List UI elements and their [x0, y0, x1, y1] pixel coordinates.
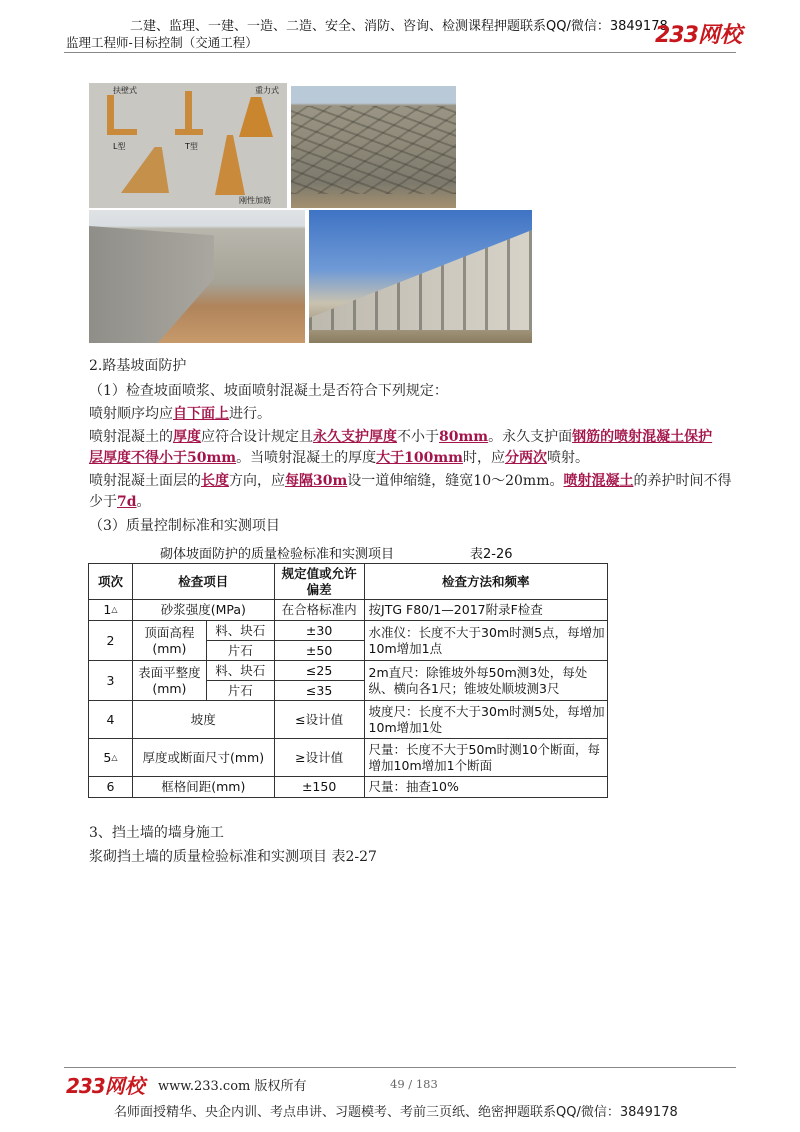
row-item: 坡度 — [132, 701, 274, 739]
row-value: ±30 — [274, 621, 364, 641]
logo-number: 233 — [66, 1074, 105, 1098]
section-3-heading: 3、挡土墙的墙身施工 — [89, 825, 224, 841]
table-row — [89, 600, 608, 621]
paragraph-thickness-line1: 喷射混凝土的厚度应符合设计规定且永久支护厚度不小于80mm。永久支护面钢筋的喷射混凝土保护 — [89, 429, 713, 445]
row-value: ≤设计值 — [274, 701, 364, 739]
paragraph-spray-order: 喷射顺序均应自下面上进行。 — [89, 406, 271, 422]
row-item: 表面平整度(mm) — [132, 661, 206, 701]
header-item: 检查项目 — [132, 564, 274, 600]
row-method: 尺量：长度不大于50m时测10个断面，每增加10m增加1个断面 — [364, 739, 607, 777]
row-subitem: 片石 — [206, 641, 274, 661]
row-value: ≤25 — [274, 661, 364, 681]
row-value: 在合格标准内 — [274, 600, 364, 621]
row-method: 按JTG F80/1—2017附录F检查 — [364, 600, 607, 621]
header-contact-line: 二建、监理、一建、一造、二造、安全、消防、咨询、检测课程押题联系QQ/微信：3849178 — [130, 19, 668, 34]
header-no: 项次 — [89, 564, 133, 600]
table-row — [89, 777, 608, 798]
diagram-label-rigid-reinforced: 刚性加筋 — [239, 196, 271, 205]
header-tolerance: 规定值或允许偏差 — [274, 564, 364, 600]
quality-inspection-table — [88, 563, 608, 798]
diagram-label-counterfort: 扶壁式 — [113, 86, 137, 95]
header-subject: 监理工程师-目标控制（交通工程） — [66, 35, 258, 50]
diagram-label-t-type: T型 — [185, 142, 198, 151]
row-subitem: 料、块石 — [206, 621, 274, 641]
row-number: 3 — [89, 661, 133, 701]
paragraph-joints-line1: 喷射混凝土面层的长度方向，应每隔30m设一道伸缩缝，缝宽10～20mm。喷射混凝土的养护时间不得 — [89, 473, 732, 489]
logo-number: 233 — [655, 23, 698, 48]
row-number: 5△ — [89, 739, 133, 777]
section-heading: 2.路基坡面防护 — [89, 358, 187, 374]
table-row — [89, 621, 608, 641]
row-method: 水准仪：长度不大于30m时测5点，每增加10m增加1点 — [364, 621, 607, 661]
logo-text: 网校 — [697, 23, 742, 48]
table-row — [89, 739, 608, 777]
header-divider — [64, 52, 736, 53]
logo-text: 网校 — [104, 1074, 145, 1098]
row-number: 4 — [89, 701, 133, 739]
row-item: 砂浆强度(MPa) — [132, 600, 274, 621]
row-number: 1△ — [89, 600, 133, 621]
table-row — [89, 701, 608, 739]
row-subitem: 片石 — [206, 681, 274, 701]
footer-logo — [66, 1070, 145, 1099]
row-value: ≥设计值 — [274, 739, 364, 777]
diagram-label-l-type: L型 — [113, 142, 126, 151]
footer-divider — [64, 1067, 736, 1068]
row-item: 厚度或断面尺寸(mm) — [132, 739, 274, 777]
retaining-wall-types-diagram — [89, 83, 287, 208]
table-number: 表2-26 — [470, 547, 513, 562]
footer-copyright: www.233.com 版权所有 — [158, 1079, 307, 1094]
row-item: 框格间距(mm) — [132, 777, 274, 798]
row-value: ±50 — [274, 641, 364, 661]
header-logo — [655, 18, 742, 49]
page-number: 49 / 183 — [390, 1077, 438, 1091]
row-number: 6 — [89, 777, 133, 798]
row-subitem: 料、块石 — [206, 661, 274, 681]
row-number: 2 — [89, 621, 133, 661]
row-method: 尺量：抽查10% — [364, 777, 607, 798]
diagram-label-gravity: 重力式 — [255, 86, 279, 95]
footer-contact-line: 名师面授精华、央企内训、考点串讲、习题模考、考前三页纸、绝密押题联系QQ/微信：3849178 — [114, 1105, 678, 1120]
header-method: 检查方法和频率 — [364, 564, 607, 600]
table-2-27-caption: 浆砌挡土墙的质量检验标准和实测项目 表2-27 — [89, 849, 377, 865]
row-item: 顶面高程(mm) — [132, 621, 206, 661]
table-title-text: 砌体坡面防护的质量检验标准和实测项目 — [160, 547, 395, 562]
concrete-wall-photo — [89, 210, 305, 343]
table-title — [160, 543, 560, 562]
paragraph-thickness-line2: 层厚度不得小于50mm。当喷射混凝土的厚度大于100mm时，应分两次喷射。 — [89, 450, 589, 466]
paragraph-joints-line2: 少于7d。 — [89, 494, 151, 510]
row-method: 坡度尺：长度不大于30m时测5处，每增加10m增加1处 — [364, 701, 607, 739]
row-method: 2m直尺：除锥坡外每50m测3处，每处纵、横向各1尺；锥坡处顺坡测3尺 — [364, 661, 607, 701]
item-3: （3）质量控制标准和实测项目 — [89, 518, 280, 534]
table-row — [89, 661, 608, 681]
table-header-row — [89, 564, 608, 600]
item-1: （1）检查坡面喷浆、坡面喷射混凝土是否符合下列规定： — [89, 383, 448, 399]
row-value: ≤35 — [274, 681, 364, 701]
stone-wall-photo — [291, 86, 456, 208]
counterfort-wall-photo — [309, 210, 532, 343]
row-value: ±150 — [274, 777, 364, 798]
